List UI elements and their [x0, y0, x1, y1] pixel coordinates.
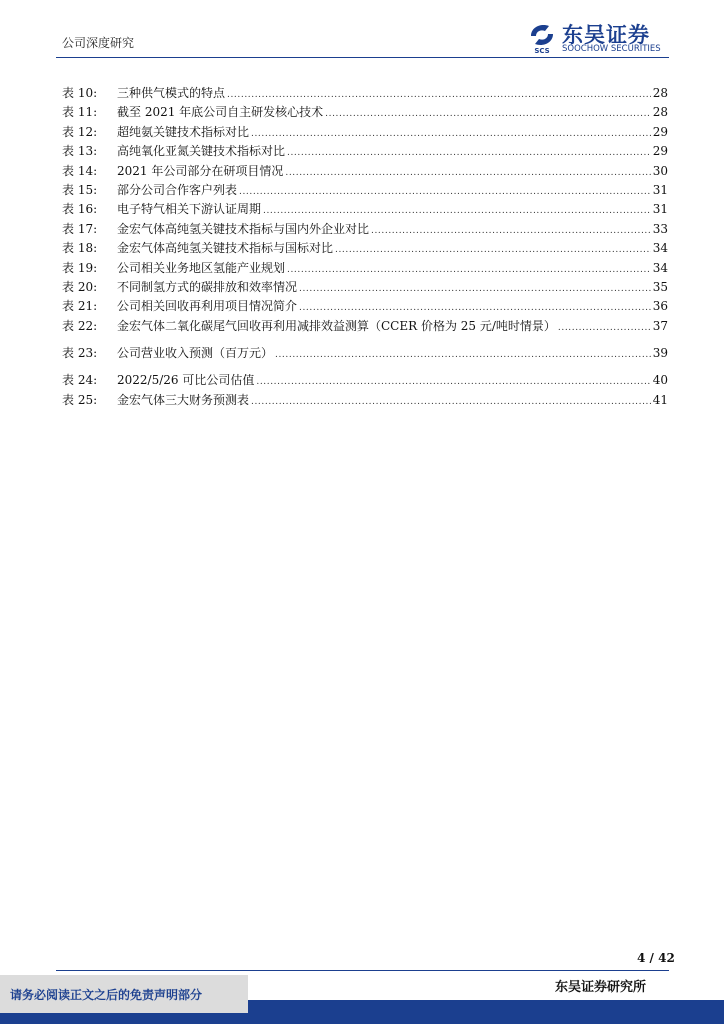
toc-page-number[interactable]: 39 — [652, 346, 668, 361]
logo-mark-text: SCS — [534, 47, 550, 54]
toc-label: 表 21: — [62, 299, 98, 314]
toc-leader-dots — [227, 90, 651, 100]
toc-page-number[interactable]: 37 — [652, 318, 668, 333]
toc-row[interactable] — [62, 103, 668, 122]
toc-row[interactable] — [62, 371, 668, 390]
toc-label: 表 22: — [62, 318, 98, 333]
toc-row[interactable] — [62, 317, 668, 336]
toc-title[interactable]: 金宏气体三大财务预测表 — [117, 392, 250, 407]
toc-row[interactable] — [62, 220, 668, 239]
toc-title[interactable]: 金宏气体高纯氢关键技术指标与国标对比 — [117, 241, 334, 256]
toc-row[interactable] — [62, 181, 668, 200]
toc-page-number[interactable]: 41 — [652, 392, 668, 407]
toc-page-number[interactable]: 31 — [652, 202, 668, 217]
toc-page-number[interactable]: 29 — [652, 144, 668, 159]
toc-title[interactable]: 截至 2021 年底公司自主研发核心技术 — [117, 105, 324, 120]
toc-title[interactable]: 公司相关回收再利用项目情况简介 — [117, 299, 298, 314]
toc-leader-dots — [299, 303, 651, 313]
toc-label: 表 14: — [62, 163, 98, 178]
header-divider — [56, 57, 669, 58]
toc-label: 表 10: — [62, 86, 98, 100]
toc-page-number[interactable]: 30 — [652, 163, 668, 178]
toc-leader-dots — [285, 168, 650, 178]
toc-title[interactable]: 三种供气模式的特点 — [117, 86, 226, 100]
toc-row[interactable] — [62, 84, 668, 103]
toc-row[interactable] — [62, 391, 668, 410]
logo-mark-icon — [527, 22, 557, 54]
toc-leader-dots — [256, 377, 650, 387]
toc-row[interactable] — [62, 200, 668, 219]
toc-page-number[interactable]: 33 — [652, 221, 668, 236]
toc-label: 表 13: — [62, 144, 98, 159]
toc-title[interactable]: 金宏气体高纯氢关键技术指标与国内外企业对比 — [117, 221, 370, 236]
logo-english-name: SOOCHOW SECURITIES — [562, 44, 661, 54]
toc-page-number[interactable]: 35 — [652, 279, 668, 294]
toc-label: 表 18: — [62, 241, 98, 256]
toc-title[interactable]: 金宏气体二氧化碳尾气回收再利用减排效益测算（CCER 价格为 25 元/吨时情景） — [117, 318, 556, 333]
toc-row[interactable] — [62, 142, 668, 161]
toc-leader-dots — [325, 109, 651, 119]
company-logo — [527, 22, 672, 58]
toc-leader-dots — [287, 265, 651, 275]
toc-leader-dots — [239, 187, 651, 197]
toc-leader-dots — [335, 245, 651, 255]
toc-title[interactable]: 超纯氨关键技术指标对比 — [117, 124, 250, 139]
toc-page-number[interactable]: 40 — [652, 373, 668, 388]
toc-row[interactable] — [62, 239, 668, 258]
toc-title[interactable]: 部分公司合作客户列表 — [117, 182, 238, 197]
toc-label: 表 15: — [62, 182, 98, 197]
toc-title[interactable]: 电子特气相关下游认证周期 — [117, 202, 262, 217]
toc-row[interactable] — [62, 162, 668, 181]
toc-page-number[interactable]: 34 — [652, 241, 668, 256]
toc-title[interactable]: 2022/5/26 可比公司估值 — [117, 373, 255, 388]
logo-chinese-name: 东吴证券 — [562, 23, 650, 47]
page-number: 4 / 42 — [637, 951, 675, 965]
toc-row[interactable] — [62, 278, 668, 297]
toc-leader-dots — [299, 284, 651, 294]
toc-leader-dots — [251, 129, 651, 139]
toc-row[interactable] — [62, 123, 668, 142]
toc-row[interactable] — [62, 344, 668, 363]
toc-row[interactable] — [62, 259, 668, 278]
toc-label: 表 19: — [62, 260, 98, 275]
header-section-label: 公司深度研究 — [62, 36, 135, 50]
toc-page-number[interactable]: 36 — [652, 299, 668, 314]
toc-leader-dots — [371, 226, 651, 236]
toc-title[interactable]: 公司相关业务地区氢能产业规划 — [117, 260, 286, 275]
toc-title[interactable]: 高纯氧化亚氮关键技术指标对比 — [117, 144, 286, 159]
toc-label: 表 11: — [62, 105, 98, 120]
toc-label: 表 20: — [62, 279, 98, 294]
toc-page-number[interactable]: 29 — [652, 124, 668, 139]
toc-label: 表 12: — [62, 124, 98, 139]
disclaimer-box — [0, 975, 248, 1013]
toc-label: 表 23: — [62, 346, 98, 361]
toc-leader-dots — [263, 206, 651, 216]
toc-page-number[interactable]: 28 — [652, 105, 668, 120]
footer-organization: 东吴证券研究所 — [555, 980, 647, 995]
footer-divider — [56, 970, 669, 971]
toc-label: 表 17: — [62, 221, 98, 236]
toc-label: 表 16: — [62, 202, 98, 217]
toc-title[interactable]: 2021 年公司部分在研项目情况 — [117, 163, 284, 178]
toc-leader-dots — [251, 397, 651, 407]
toc-title[interactable]: 公司营业收入预测（百万元） — [117, 346, 274, 361]
toc-leader-dots — [275, 350, 651, 360]
toc-row[interactable] — [62, 297, 668, 316]
toc-page-number[interactable]: 28 — [652, 86, 668, 100]
toc-label: 表 25: — [62, 392, 98, 407]
toc-title[interactable]: 不同制氢方式的碳排放和效率情况 — [117, 279, 298, 294]
toc-leader-dots — [558, 323, 651, 333]
toc-page-number[interactable]: 31 — [652, 182, 668, 197]
toc-page-number[interactable]: 34 — [652, 260, 668, 275]
disclaimer-text: 请务必阅读正文之后的免责声明部分 — [10, 988, 203, 1002]
toc-label: 表 24: — [62, 373, 98, 388]
toc-leader-dots — [287, 148, 651, 158]
table-of-tables — [62, 84, 668, 410]
